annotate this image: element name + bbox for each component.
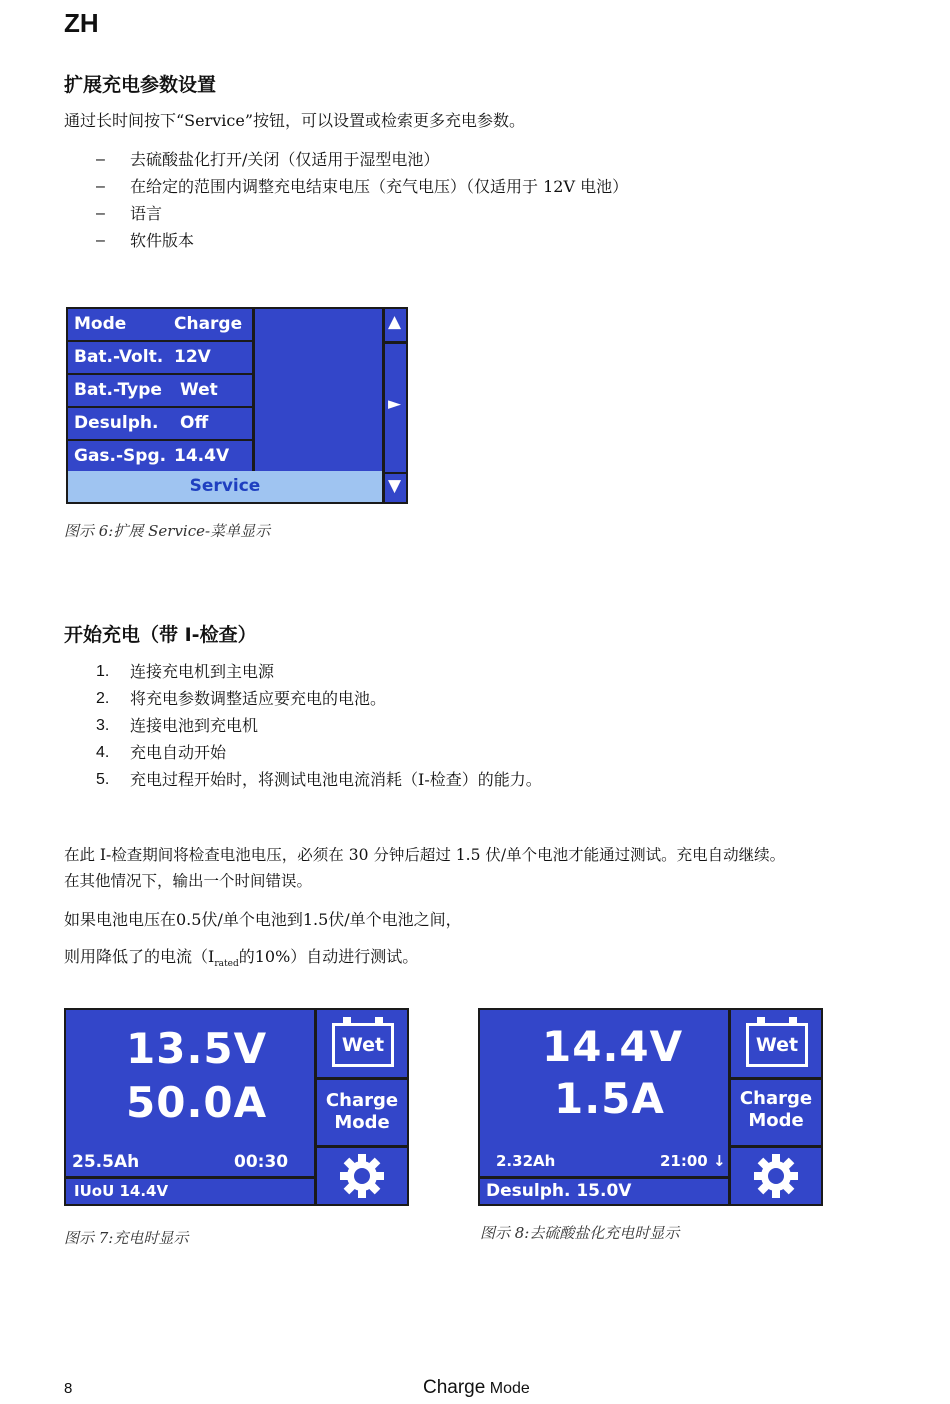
menu-value: 12V bbox=[174, 347, 211, 367]
voltage-readout: 14.4V bbox=[542, 1022, 684, 1071]
list-item: 3. 连接电池到充电机 bbox=[96, 716, 259, 735]
desulph-charging-display bbox=[478, 1008, 823, 1206]
section-title-extended-settings: 扩展充电参数设置 bbox=[64, 74, 217, 96]
current-readout: 1.5A bbox=[554, 1074, 665, 1123]
menu-row-bat-volt bbox=[68, 342, 252, 373]
arrow-right-icon: ► bbox=[388, 394, 402, 414]
battery-icon: Wet bbox=[332, 1023, 394, 1067]
language-code: ZH bbox=[64, 8, 99, 38]
arrow-down-icon: ▼ bbox=[388, 476, 402, 496]
time-readout: 00:30 bbox=[234, 1152, 289, 1172]
charge-mode-bar: IUoU 14.4V bbox=[66, 1179, 314, 1204]
menu-key: Gas.-Spg. bbox=[74, 446, 167, 466]
charge-mode-button[interactable]: Charge Mode bbox=[317, 1080, 407, 1145]
figure-7-caption: 图示 7:充电时显示 bbox=[64, 1229, 189, 1247]
brand-logo: Charge Mode bbox=[423, 1377, 530, 1398]
steps-list bbox=[64, 658, 884, 793]
menu-row-gas-spg bbox=[68, 441, 252, 472]
figure-6-caption: 图示 6:扩展 Service-菜单显示 bbox=[64, 522, 271, 540]
service-button[interactable]: Service bbox=[68, 471, 382, 502]
scroll-down-button[interactable] bbox=[385, 474, 406, 502]
time-readout: 21:00 ↓ bbox=[660, 1152, 726, 1170]
menu-value: 14.4V bbox=[174, 446, 230, 466]
list-item: – 软件版本 bbox=[64, 227, 864, 254]
list-item: 5. 充电过程开始时，将测试电池电流消耗（I-检查）的能力。 bbox=[96, 770, 542, 789]
gear-icon bbox=[751, 1151, 801, 1201]
menu-value: Charge bbox=[174, 314, 243, 334]
voltage-range-paragraph: 如果电池电压在0.5伏/单个电池到1.5伏/单个电池之间， bbox=[64, 910, 462, 929]
charging-display bbox=[64, 1008, 409, 1206]
gear-icon bbox=[337, 1151, 387, 1201]
list-item: 4. 充电自动开始 bbox=[96, 743, 227, 762]
ah-readout: 25.5Ah bbox=[72, 1152, 140, 1172]
menu-key: Mode bbox=[74, 314, 127, 334]
menu-key: Bat.-Volt. bbox=[74, 347, 164, 367]
list-item: – 去硫酸盐化打开/关闭（仅适用于湿型电池） bbox=[64, 146, 864, 173]
menu-key: Desulph. bbox=[74, 413, 159, 433]
menu-row-bat-type bbox=[68, 375, 252, 406]
battery-icon: Wet bbox=[746, 1023, 808, 1067]
menu-row-mode bbox=[68, 309, 252, 340]
scroll-up-button[interactable] bbox=[385, 309, 406, 341]
menu-value: Wet bbox=[180, 380, 218, 400]
reduced-current-paragraph: 则用降低了的电流（$I_{rated}$的10%）自动进行测试。 bbox=[64, 947, 419, 970]
ah-readout: 2.32Ah bbox=[496, 1152, 556, 1170]
battery-type-button[interactable] bbox=[731, 1010, 821, 1077]
section-title-start-charging: 开始充电（带 I-检查） bbox=[64, 624, 257, 646]
menu-key: Bat.-Type bbox=[74, 380, 162, 400]
figure-8-caption: 图示 8:去硫酸盐化充电时显示 bbox=[480, 1224, 680, 1242]
main-readout-panel bbox=[480, 1010, 728, 1176]
main-readout-panel bbox=[66, 1010, 314, 1176]
battery-type-button[interactable] bbox=[317, 1010, 407, 1077]
menu-row-desulph bbox=[68, 408, 252, 439]
list-item: 2. 将充电参数调整适应要充电的电池。 bbox=[96, 689, 387, 708]
icheck-paragraph: 在此 I-检查期间将检查电池电压，必须在 30 分钟后超过 1.5 伏/单个电池才能通过测试。充电自动继续。 在其他情况下，输出一个时间错误。 bbox=[64, 846, 786, 890]
list-item: – 在给定的范围内调整充电结束电压（充气电压）（仅适用于 12V 电池） bbox=[64, 173, 864, 200]
enter-button[interactable] bbox=[385, 344, 406, 472]
arrow-up-icon: ▲ bbox=[388, 312, 402, 332]
settings-button[interactable] bbox=[317, 1148, 407, 1204]
settings-list bbox=[64, 146, 864, 254]
charge-mode-button[interactable]: Charge Mode bbox=[731, 1080, 821, 1145]
settings-button[interactable] bbox=[731, 1148, 821, 1204]
list-item: – 语言 bbox=[64, 200, 864, 227]
section-intro: 通过长时间按下“Service”按钮，可以设置或检索更多充电参数。 bbox=[64, 111, 526, 130]
current-readout: 50.0A bbox=[126, 1078, 268, 1127]
list-item: 1. 连接充电机到主电源 bbox=[96, 662, 275, 681]
menu-blank-panel bbox=[255, 309, 382, 472]
desulph-mode-bar: Desulph. 15.0V bbox=[480, 1179, 728, 1204]
service-menu-display bbox=[66, 307, 408, 504]
page-number: 8 bbox=[64, 1380, 73, 1397]
voltage-readout: 13.5V bbox=[126, 1024, 268, 1073]
menu-value: Off bbox=[180, 413, 209, 433]
